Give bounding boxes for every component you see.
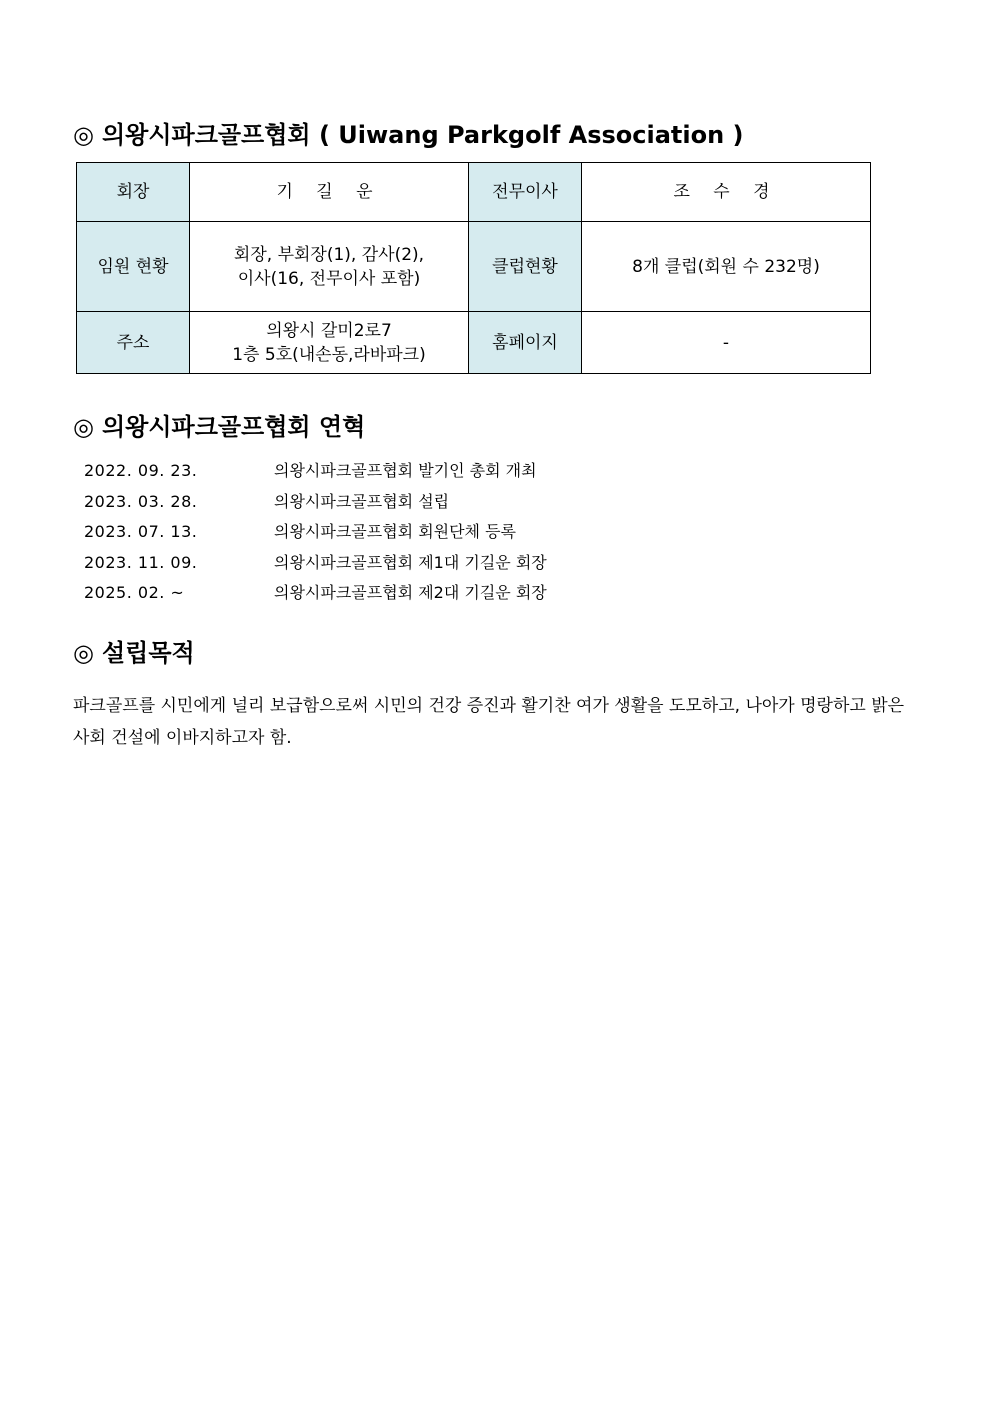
double-circle-icon: ◎ [73,413,94,441]
history-event: 의왕시파크골프협회 설립 [274,491,450,511]
history-date: 2022. 09. 23. [84,461,198,480]
section-title: 의왕시파크골프협회 ( Uiwang Parkgolf Association ) [101,121,744,149]
history-date: 2025. 02. ~ [84,583,185,602]
table-row [77,163,871,222]
table-row [77,312,871,374]
section-heading-purpose [73,637,195,669]
director-value: 조 수 경 [582,163,871,222]
clubs-value: 8개 클럽(회원 수 232명) [582,222,871,312]
history-date: 2023. 03. 28. [84,491,198,511]
association-info-table [76,162,871,374]
section-heading-history [73,411,365,443]
homepage-label: 홈페이지 [469,312,582,374]
history-event: 의왕시파크골프협회 제1대 기길운 회장 [274,552,547,572]
section-title: 의왕시파크골프협회 연혁 [101,413,366,441]
clubs-label: 클럽현황 [469,222,582,312]
address-value-line: 의왕시 갈미2로7 [266,320,392,341]
homepage-value: - [582,312,871,374]
purpose-paragraph: 파크골프를 시민에게 널리 보급함으로써 시민의 건강 증진과 활기찬 여가 생활을 도모하고, 나아가 명랑하고 밝은 사회 건설에 이바지하고자 함. [73,696,905,748]
history-date: 2023. 11. 09. [84,552,198,572]
history-date: 2023. 07. 13. [84,522,198,541]
table-row [77,222,871,312]
address-label: 주소 [77,312,190,374]
officers-value-line: 이사(16, 전무이사 포함) [237,268,421,289]
section-heading-association [73,119,744,151]
history-event: 의왕시파크골프협회 회원단체 등록 [274,522,517,541]
address-value-line: 1층 5호(내손동,라바파크) [232,344,426,365]
double-circle-icon: ◎ [73,639,94,667]
officers-value-line: 회장, 부회장(1), 감사(2), [233,244,425,265]
section-title: 설립목적 [101,639,195,667]
president-label: 회장 [77,163,190,222]
double-circle-icon: ◎ [73,121,94,149]
address-value [190,312,469,374]
officers-label: 임원 현황 [77,222,190,312]
history-event: 의왕시파크골프협회 제2대 기길운 회장 [274,583,547,602]
president-value: 기 길 운 [190,163,469,222]
director-label: 전무이사 [469,163,582,222]
officers-value [190,222,469,312]
history-event: 의왕시파크골프협회 발기인 총회 개최 [274,461,537,480]
